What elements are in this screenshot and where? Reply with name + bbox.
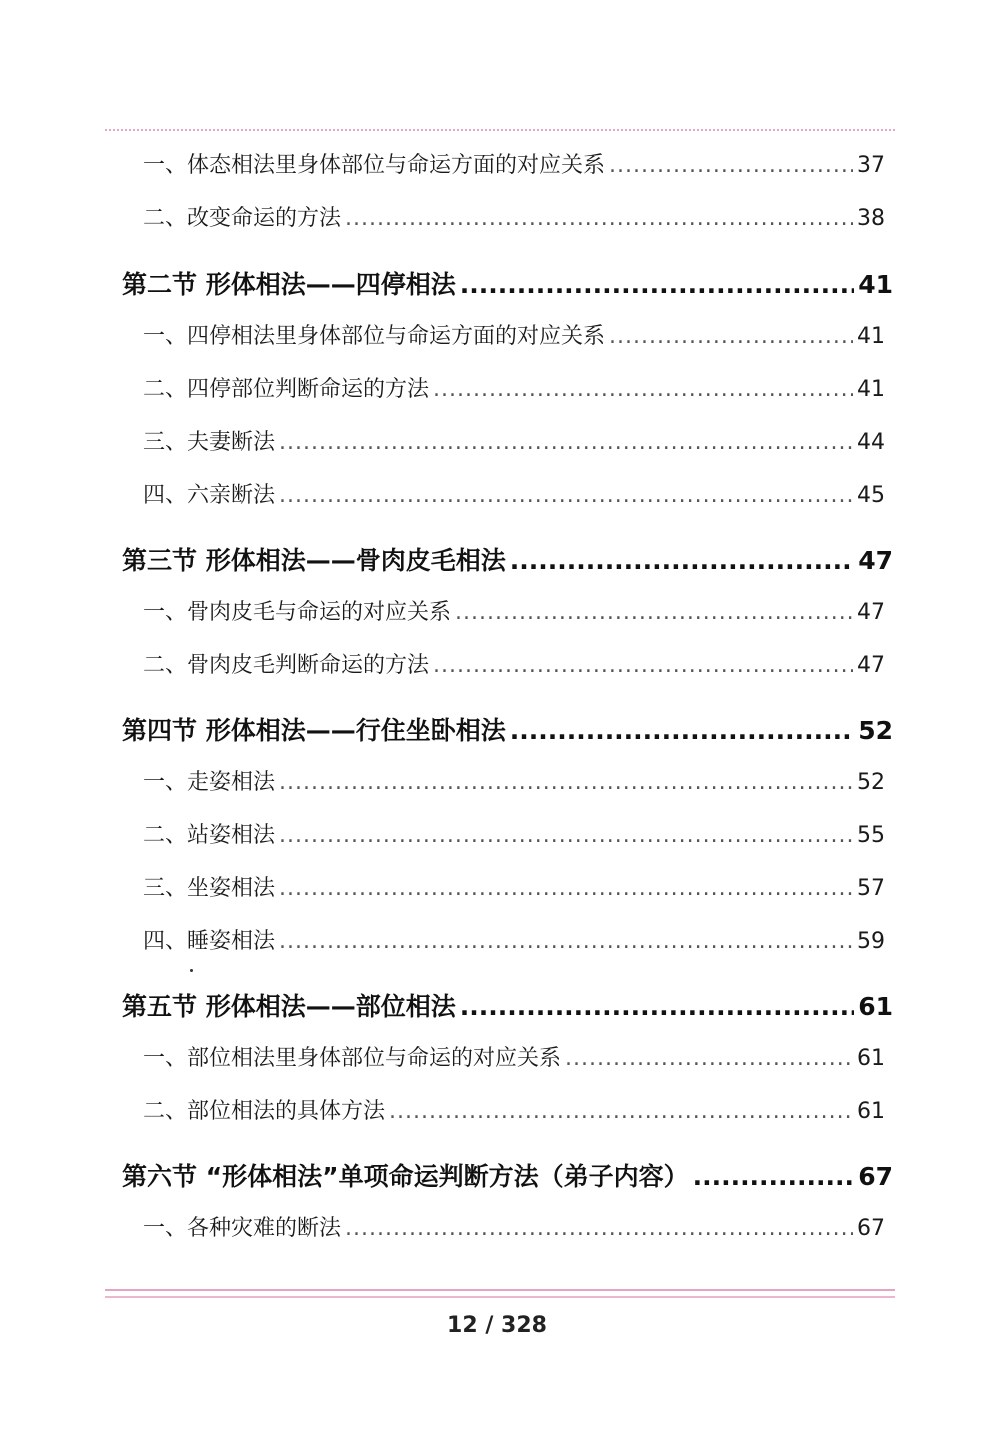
toc-entry[interactable] — [143, 818, 885, 849]
toc-section-title: 第六节 “形体相法”单项命运判断方法（弟子内容） — [122, 1162, 689, 1191]
toc-entry[interactable] — [143, 201, 885, 232]
toc-entry-title: 二、改变命运的方法 — [143, 206, 342, 231]
dot-leader — [693, 1162, 855, 1191]
dot-leader — [433, 653, 853, 678]
toc-entry-page: 47 — [857, 600, 885, 625]
toc-entry[interactable] — [143, 648, 885, 679]
toc-entry[interactable] — [143, 372, 885, 403]
toc-entry-page: 55 — [857, 823, 885, 848]
toc-entry[interactable] — [143, 595, 885, 626]
toc-entry-page: 41 — [857, 377, 885, 402]
toc-entry-title: 三、夫妻断法 — [143, 430, 276, 455]
toc-entry-title: 三、坐姿相法 — [143, 876, 276, 901]
toc-section-page: 67 — [858, 1162, 893, 1191]
toc-entry-title: 一、四停相法里身体部位与命运方面的对应关系 — [143, 324, 606, 349]
dot-leader — [460, 992, 854, 1021]
dot-leader — [455, 600, 853, 625]
toc-entry-page: 37 — [857, 153, 885, 178]
toc-section-page: 61 — [858, 992, 893, 1021]
toc-entry-title: 一、走姿相法 — [143, 770, 276, 795]
toc-section-page: 47 — [858, 546, 893, 575]
dot-leader — [279, 929, 853, 954]
toc-entry-page: 61 — [857, 1046, 885, 1071]
toc-section-heading[interactable] — [122, 1157, 893, 1193]
toc-entry-title: 一、各种灾难的断法 — [143, 1216, 342, 1241]
toc-entry-page: 52 — [857, 770, 885, 795]
dot-leader — [345, 206, 853, 231]
stray-dot — [190, 969, 193, 972]
dot-leader — [510, 716, 854, 745]
toc-entry-page: 59 — [857, 929, 885, 954]
toc-entry-title: 二、部位相法的具体方法 — [143, 1099, 386, 1124]
toc-entry-title: 一、体态相法里身体部位与命运方面的对应关系 — [143, 153, 606, 178]
toc-entry[interactable] — [143, 924, 885, 955]
toc-entry-page: 45 — [857, 483, 885, 508]
toc-entry-page: 57 — [857, 876, 885, 901]
dot-leader — [279, 770, 853, 795]
toc-section-page: 52 — [858, 716, 893, 745]
toc-entry-page: 41 — [857, 324, 885, 349]
toc-section-heading[interactable] — [122, 711, 893, 747]
toc-section-title: 第四节 形体相法——行住坐卧相法 — [122, 716, 506, 745]
dot-leader — [279, 483, 853, 508]
bottom-rule — [105, 1289, 895, 1291]
dot-leader — [279, 430, 853, 455]
dot-leader — [433, 377, 853, 402]
toc-entry-page: 47 — [857, 653, 885, 678]
toc-entry-title: 二、站姿相法 — [143, 823, 276, 848]
toc-entry-page: 67 — [857, 1216, 885, 1241]
toc-entry-title: 四、睡姿相法 — [143, 929, 276, 954]
toc-entry-title: 二、四停部位判断命运的方法 — [143, 377, 430, 402]
toc-entry-title: 一、部位相法里身体部位与命运的对应关系 — [143, 1046, 562, 1071]
toc-section-heading[interactable] — [122, 987, 893, 1023]
toc-entry-page: 61 — [857, 1099, 885, 1124]
dot-leader — [609, 324, 853, 349]
toc-entry[interactable] — [143, 148, 885, 179]
dot-leader — [510, 546, 854, 575]
toc-entry-title: 二、骨肉皮毛判断命运的方法 — [143, 653, 430, 678]
bottom-rule — [105, 1296, 895, 1298]
toc-section-title: 第五节 形体相法——部位相法 — [122, 992, 456, 1021]
toc-section-title: 第二节 形体相法——四停相法 — [122, 270, 456, 299]
toc-section-title: 第三节 形体相法——骨肉皮毛相法 — [122, 546, 506, 575]
toc-entry[interactable] — [143, 765, 885, 796]
toc-entry[interactable] — [143, 1041, 885, 1072]
toc-entry[interactable] — [143, 1211, 885, 1242]
dot-leader — [279, 876, 853, 901]
dot-leader — [609, 153, 853, 178]
toc-section-heading[interactable] — [122, 265, 893, 301]
dot-leader — [460, 270, 854, 299]
toc-section-page: 41 — [858, 270, 893, 299]
dot-leader — [565, 1046, 853, 1071]
toc-entry[interactable] — [143, 319, 885, 350]
toc-entry[interactable] — [143, 425, 885, 456]
toc-entry-title: 四、六亲断法 — [143, 483, 276, 508]
dot-leader — [345, 1216, 853, 1241]
page-indicator: 12 / 328 — [447, 1313, 547, 1338]
dot-leader — [279, 823, 853, 848]
toc-entry-title: 一、骨肉皮毛与命运的对应关系 — [143, 600, 452, 625]
toc-entry[interactable] — [143, 1094, 885, 1125]
toc-entry-page: 44 — [857, 430, 885, 455]
toc-section-heading[interactable] — [122, 541, 893, 577]
toc-entry-page: 38 — [857, 206, 885, 231]
dot-leader — [389, 1099, 853, 1124]
toc-entry[interactable] — [143, 478, 885, 509]
toc-entry[interactable] — [143, 871, 885, 902]
